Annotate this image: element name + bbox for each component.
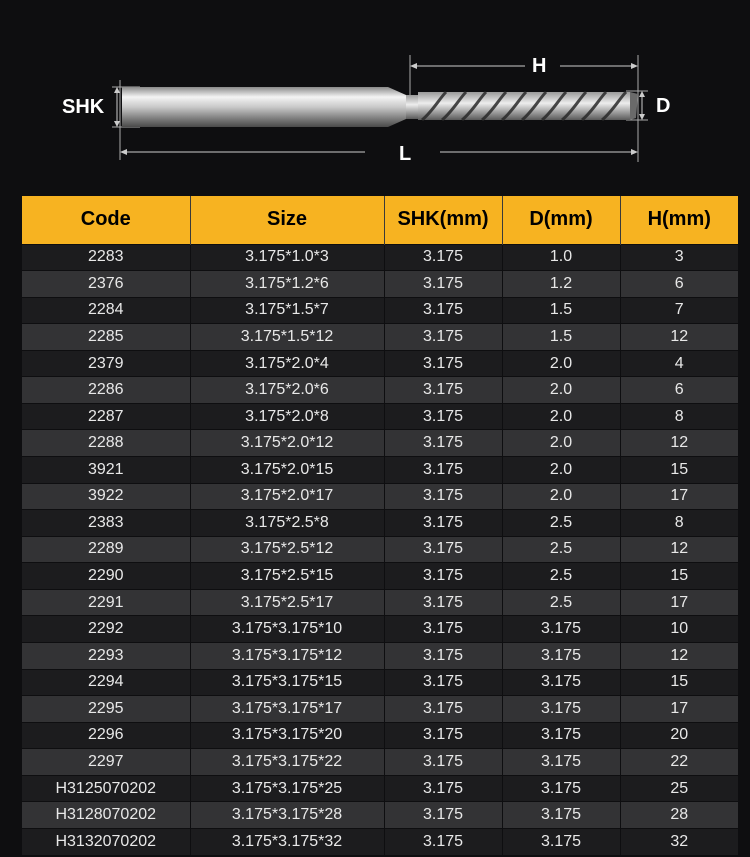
- cell-shk: 3.175: [384, 324, 502, 351]
- cell-d: 2.5: [502, 536, 620, 563]
- cell-d: 2.0: [502, 483, 620, 510]
- cell-d: 2.0: [502, 430, 620, 457]
- cell-size: 3.175*3.175*22: [190, 749, 384, 776]
- cell-code: 2296: [22, 722, 190, 749]
- cell-code: H3128070202: [22, 802, 190, 829]
- table-row: [22, 536, 738, 563]
- cell-shk: 3.175: [384, 669, 502, 696]
- cell-size: 3.175*3.175*15: [190, 669, 384, 696]
- cell-size: 3.175*1.2*6: [190, 271, 384, 298]
- cell-shk: 3.175: [384, 828, 502, 855]
- cell-h: 28: [620, 802, 738, 829]
- cell-d: 3.175: [502, 642, 620, 669]
- table-row: [22, 775, 738, 802]
- cell-shk: 3.175: [384, 616, 502, 643]
- cell-shk: 3.175: [384, 297, 502, 324]
- cell-size: 3.175*1.0*3: [190, 244, 384, 271]
- table-row: [22, 563, 738, 590]
- cell-size: 3.175*3.175*28: [190, 802, 384, 829]
- cutting-diameter-label: D: [656, 95, 671, 117]
- overall-length-label: L: [399, 143, 412, 165]
- cell-shk: 3.175: [384, 642, 502, 669]
- cell-shk: 3.175: [384, 510, 502, 537]
- cell-size: 3.175*2.0*4: [190, 350, 384, 377]
- cell-code: 2286: [22, 377, 190, 404]
- cell-h: 8: [620, 510, 738, 537]
- cell-d: 3.175: [502, 749, 620, 776]
- cell-size: 3.175*3.175*10: [190, 616, 384, 643]
- cell-code: H3132070202: [22, 828, 190, 855]
- flute-length-label: H: [532, 55, 547, 77]
- cell-d: 2.5: [502, 589, 620, 616]
- cell-shk: 3.175: [384, 775, 502, 802]
- cell-size: 3.175*2.0*17: [190, 483, 384, 510]
- cell-d: 3.175: [502, 828, 620, 855]
- cell-code: 2293: [22, 642, 190, 669]
- cell-d: 1.2: [502, 271, 620, 298]
- header-code: Code: [22, 196, 190, 244]
- cell-h: 12: [620, 536, 738, 563]
- cell-size: 3.175*2.5*8: [190, 510, 384, 537]
- table-row: [22, 642, 738, 669]
- cell-code: 3922: [22, 483, 190, 510]
- cell-size: 3.175*2.0*12: [190, 430, 384, 457]
- header-size: Size: [190, 196, 384, 244]
- tool-drawing: [0, 0, 750, 195]
- cell-code: 2294: [22, 669, 190, 696]
- table-row: [22, 510, 738, 537]
- cell-code: 3921: [22, 457, 190, 484]
- cell-code: 2290: [22, 563, 190, 590]
- table-row: [22, 297, 738, 324]
- cell-code: 2383: [22, 510, 190, 537]
- table-row: [22, 802, 738, 829]
- header-h: H(mm): [620, 196, 738, 244]
- cell-d: 1.5: [502, 324, 620, 351]
- cell-d: 3.175: [502, 669, 620, 696]
- cell-h: 17: [620, 696, 738, 723]
- table-row: [22, 722, 738, 749]
- cell-size: 3.175*1.5*12: [190, 324, 384, 351]
- cell-code: 2288: [22, 430, 190, 457]
- cell-h: 25: [620, 775, 738, 802]
- cell-h: 8: [620, 403, 738, 430]
- cell-h: 32: [620, 828, 738, 855]
- cell-code: 2289: [22, 536, 190, 563]
- table-row: [22, 430, 738, 457]
- table-row: [22, 828, 738, 855]
- cell-h: 10: [620, 616, 738, 643]
- cell-h: 17: [620, 483, 738, 510]
- cell-d: 3.175: [502, 616, 620, 643]
- cell-d: 2.5: [502, 510, 620, 537]
- cell-h: 12: [620, 642, 738, 669]
- table-row: [22, 616, 738, 643]
- cell-size: 3.175*2.0*6: [190, 377, 384, 404]
- table-row: [22, 457, 738, 484]
- cell-code: 2284: [22, 297, 190, 324]
- table-row: [22, 483, 738, 510]
- cell-shk: 3.175: [384, 536, 502, 563]
- cell-size: 3.175*2.0*8: [190, 403, 384, 430]
- cell-d: 3.175: [502, 802, 620, 829]
- cell-size: 3.175*3.175*25: [190, 775, 384, 802]
- cell-size: 3.175*1.5*7: [190, 297, 384, 324]
- cell-size: 3.175*3.175*12: [190, 642, 384, 669]
- cell-h: 7: [620, 297, 738, 324]
- table-row: [22, 350, 738, 377]
- cell-code: 2283: [22, 244, 190, 271]
- cell-shk: 3.175: [384, 377, 502, 404]
- cell-code: 2376: [22, 271, 190, 298]
- cell-d: 3.175: [502, 696, 620, 723]
- table-row: [22, 324, 738, 351]
- cell-h: 22: [620, 749, 738, 776]
- table-row: [22, 749, 738, 776]
- cell-h: 4: [620, 350, 738, 377]
- cell-shk: 3.175: [384, 749, 502, 776]
- cell-h: 17: [620, 589, 738, 616]
- cell-size: 3.175*3.175*17: [190, 696, 384, 723]
- cell-shk: 3.175: [384, 589, 502, 616]
- header-shk: SHK(mm): [384, 196, 502, 244]
- cell-code: 2291: [22, 589, 190, 616]
- cell-shk: 3.175: [384, 271, 502, 298]
- cell-size: 3.175*2.5*12: [190, 536, 384, 563]
- cell-size: 3.175*2.0*15: [190, 457, 384, 484]
- header-d: D(mm): [502, 196, 620, 244]
- cell-code: 2287: [22, 403, 190, 430]
- cell-h: 6: [620, 377, 738, 404]
- cell-code: 2297: [22, 749, 190, 776]
- cell-d: 1.0: [502, 244, 620, 271]
- table-row: [22, 244, 738, 271]
- cell-shk: 3.175: [384, 350, 502, 377]
- cell-d: 2.0: [502, 403, 620, 430]
- cell-shk: 3.175: [384, 430, 502, 457]
- table-header-row: [22, 196, 738, 244]
- spec-table: [22, 196, 738, 855]
- cell-d: 1.5: [502, 297, 620, 324]
- table-row: [22, 403, 738, 430]
- cell-size: 3.175*3.175*20: [190, 722, 384, 749]
- cell-d: 2.0: [502, 350, 620, 377]
- cell-shk: 3.175: [384, 722, 502, 749]
- cell-shk: 3.175: [384, 457, 502, 484]
- cell-d: 3.175: [502, 775, 620, 802]
- cell-shk: 3.175: [384, 244, 502, 271]
- cell-size: 3.175*3.175*32: [190, 828, 384, 855]
- cell-h: 6: [620, 271, 738, 298]
- cell-size: 3.175*2.5*15: [190, 563, 384, 590]
- cell-shk: 3.175: [384, 403, 502, 430]
- table-row: [22, 377, 738, 404]
- cell-code: 2379: [22, 350, 190, 377]
- table-body: [22, 244, 738, 855]
- cell-d: 2.0: [502, 377, 620, 404]
- cell-h: 15: [620, 563, 738, 590]
- table-row: [22, 696, 738, 723]
- table-row: [22, 589, 738, 616]
- cell-d: 2.0: [502, 457, 620, 484]
- cell-code: 2295: [22, 696, 190, 723]
- cell-code: H3125070202: [22, 775, 190, 802]
- cell-shk: 3.175: [384, 483, 502, 510]
- cell-h: 15: [620, 669, 738, 696]
- cell-d: 3.175: [502, 722, 620, 749]
- table-row: [22, 271, 738, 298]
- cell-shk: 3.175: [384, 696, 502, 723]
- cell-h: 20: [620, 722, 738, 749]
- cell-code: 2292: [22, 616, 190, 643]
- cell-size: 3.175*2.5*17: [190, 589, 384, 616]
- cell-h: 15: [620, 457, 738, 484]
- cell-h: 12: [620, 430, 738, 457]
- shank-diameter-label: SHK: [62, 96, 105, 118]
- cell-shk: 3.175: [384, 563, 502, 590]
- cell-h: 12: [620, 324, 738, 351]
- cell-d: 2.5: [502, 563, 620, 590]
- end-mill-illustration: [0, 0, 750, 195]
- table-row: [22, 669, 738, 696]
- cell-code: 2285: [22, 324, 190, 351]
- cell-h: 3: [620, 244, 738, 271]
- cell-shk: 3.175: [384, 802, 502, 829]
